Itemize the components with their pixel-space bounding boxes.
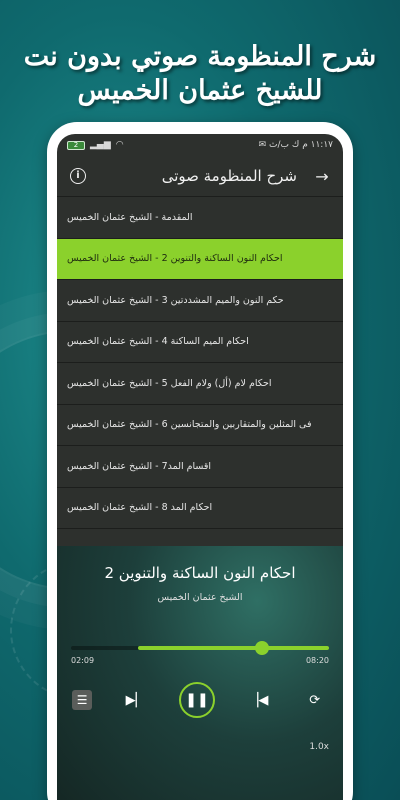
- player-controls: [57, 680, 343, 720]
- pause-button[interactable]: [179, 682, 215, 718]
- mail-icon: ✉: [258, 140, 267, 150]
- next-button[interactable]: [123, 687, 149, 713]
- repeat-button[interactable]: [302, 687, 328, 713]
- pause-icon: ❚❚: [185, 692, 209, 708]
- now-playing-title: احكام النون الساكنة والتنوين 2: [104, 564, 296, 582]
- track-label: حكم النون والميم المشددتين 3 - الشيخ عثمان الخميس: [67, 294, 284, 306]
- wifi-icon: ◠: [115, 140, 124, 150]
- track-item[interactable]: [57, 322, 343, 364]
- promo-headline: [0, 40, 400, 108]
- track-label: احكام النون الساكنة والتنوين 2 - الشيخ عثمان الخميس: [67, 253, 283, 265]
- signal-icon: ▂▄▆: [90, 140, 111, 150]
- playlist-button[interactable]: [72, 690, 92, 710]
- track-label: فى المثلين والمتقاربين والمتجانسين 6 - الشيخ عثمان الخميس: [67, 419, 312, 431]
- track-item[interactable]: [57, 488, 343, 530]
- total-duration: 08:20: [305, 656, 329, 665]
- playback-speed[interactable]: 1.0x: [309, 742, 329, 752]
- promo-line-2: للشيخ عثمان الخميس: [77, 75, 323, 106]
- now-playing-artist: الشيخ عثمان الخميس: [157, 592, 243, 603]
- track-label: اقسام المد7 - الشيخ عثمان الخميس: [67, 460, 212, 472]
- repeat-icon: ⟳: [309, 692, 321, 708]
- list-icon: ☰: [76, 693, 88, 707]
- status-right: [259, 140, 333, 150]
- status-left: [67, 140, 124, 150]
- track-label: احكام المد 8 - الشيخ عثمان الخميس: [67, 502, 213, 514]
- seek-bar[interactable]: [71, 646, 329, 650]
- track-item[interactable]: [57, 363, 343, 405]
- status-bar: [57, 134, 343, 156]
- arrow-right-icon: →: [315, 166, 329, 186]
- track-item[interactable]: [57, 197, 343, 239]
- battery-icon: 2: [67, 141, 85, 150]
- page-title: شرح المنظومة صوتى: [161, 167, 297, 185]
- track-item[interactable]: [57, 446, 343, 488]
- track-item[interactable]: [57, 405, 343, 447]
- track-item[interactable]: [57, 239, 343, 281]
- track-label: احكام الميم الساكنة 4 - الشيخ عثمان الخميس: [67, 336, 249, 348]
- info-button[interactable]: [67, 165, 89, 187]
- app-bar: [57, 156, 343, 196]
- track-label: احكام لام (أل) ولام الفعل 5 - الشيخ عثمان الخميس: [67, 377, 272, 389]
- track-label: المقدمة - الشيخ عثمان الخميس: [67, 211, 193, 223]
- phone-frame: [47, 122, 353, 800]
- seek-bar-remaining: [138, 646, 329, 650]
- app-screen: [57, 134, 343, 800]
- skip-previous-icon: ▕◀: [248, 692, 269, 708]
- elapsed-time: 02:09: [71, 656, 95, 665]
- track-item[interactable]: [57, 280, 343, 322]
- info-icon: i: [70, 168, 86, 184]
- skip-next-icon: ▶▏: [125, 692, 146, 708]
- seek-thumb[interactable]: [255, 641, 269, 655]
- status-carrier: ك ب/ث: [269, 140, 300, 150]
- promo-line-1: شرح المنظومة صوتي بدون نت: [23, 41, 377, 72]
- now-playing-panel: [57, 546, 343, 800]
- track-list: [57, 196, 343, 529]
- status-time: ١١:١٧ م: [302, 140, 333, 150]
- previous-button[interactable]: [245, 687, 271, 713]
- back-button[interactable]: [311, 165, 333, 187]
